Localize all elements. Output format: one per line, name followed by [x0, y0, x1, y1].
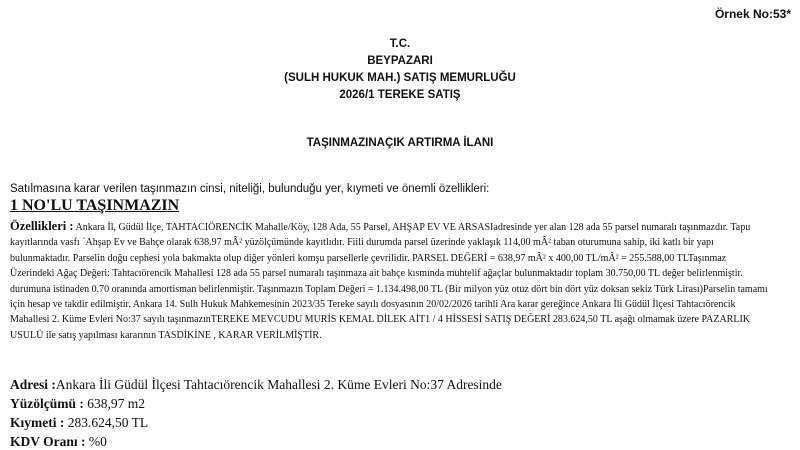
address-value: Ankara İli Güdül İlçesi Tahtacıörencik Mahallesi 2. Küme Evleri No:37 Adresinde	[55, 377, 502, 392]
document-header	[0, 36, 800, 104]
vat-value: %0	[88, 434, 107, 449]
value-label: Kıymeti :	[10, 415, 65, 430]
address-line	[10, 377, 502, 393]
features-text: Ankara İl, Güdül İlçe, TAHTACIÖRENCİK Mahalle/Köy, 128 Ada, 55 Parsel, AHŞAP EV VE ARSASIadresinde yer alan 128 ada 55 parsel numaralı taşınmazdır. Tapu kayıtlarında vasfı `Ahşap Ev ve Bahçe olarak 638.97 mÂ² yüzölçümünde kayıtlıdır. Fiili durumda parsel üzerinde yaklaşık 114,00 mÂ² taban oturumuna sahip, iki katlı bir yapı bulunmaktadır. Parselin doğu cephesi yola bakmakta olup diğer yönleri komşu parsellerle çevrilidir. PARSEL DEĞERİ = 638,97 mÂ² x 400,00 TL/mÂ² = 255.588,00 TLTaşınmaz Üzerindeki Ağaç Değeri: Tahtacıörencik Mahallesi 128 ada 55 parsel numaralı taşınmaza ait bahçe kısmında muhtelif ağaçlar bulunmaktadır toplam 30.750,00 TL değer belirlenmiştir. durumuna istinaden 0.70 oranında amortisman belirlenmiştir. Taşınmazın Toplam Değeri = 1.134.498,00 TL (Bir milyon yüz otuz dört bin dört yüz doksan sekiz Türk Lirası)Parselin tamamı için hesap ve takdir edilmiştir. Ankara 14. Sulh Hukuk Mahkemesinin 2023/35 Tereke sayılı dosyasının 20/02/2026 tarihli Ara karar gereğince Ankara İli Güdül İlçesi Tahtacıörencik Mahallesi 2. Küme Evleri No:37 sayılı taşınmazınTEREKE MEVCUDU MURİS KEMAL DİLEK AİT1 / 4 HİSSESİ SATIŞ DEĞERİ 283.624,50 TL aşağı olmamak üzere PAZARLIK USULÜ ile satış yapılması kararının TASDİKİNE , KARAR VERİLMİŞTİR.	[10, 222, 768, 341]
features-label: Özellikleri :	[10, 219, 74, 233]
lot-heading: 1 NO'LU TAŞINMAZIN	[10, 197, 180, 214]
header-line-office: (SULH HUKUK MAH.) SATIŞ MEMURLUĞU	[284, 72, 516, 84]
header-line-city: BEYPAZARI	[367, 55, 433, 67]
value-line	[10, 415, 148, 431]
features-paragraph	[10, 219, 770, 343]
address-label: Adresi :	[10, 377, 56, 392]
header-line-tc: T.C.	[389, 38, 411, 50]
announcement-title: TAŞINMAZINAÇIK ARTIRMA İLANI	[306, 137, 494, 149]
header-line-case: 2026/1 TEREKE SATIŞ	[339, 89, 461, 101]
intro-text: Satılmasına karar verilen taşınmazın cinsi, niteliği, bulunduğu yer, kıymeti ve önemli özellikleri:	[10, 183, 490, 195]
value-amount: 283.624,50 TL	[67, 415, 149, 430]
vat-line	[10, 434, 107, 450]
vat-label: KDV Oranı :	[10, 434, 86, 449]
area-line	[10, 396, 145, 412]
sample-number: Örnek No:53*	[714, 7, 791, 21]
area-label: Yüzölçümü :	[10, 396, 84, 411]
area-value: 638,97 m2	[87, 396, 146, 411]
